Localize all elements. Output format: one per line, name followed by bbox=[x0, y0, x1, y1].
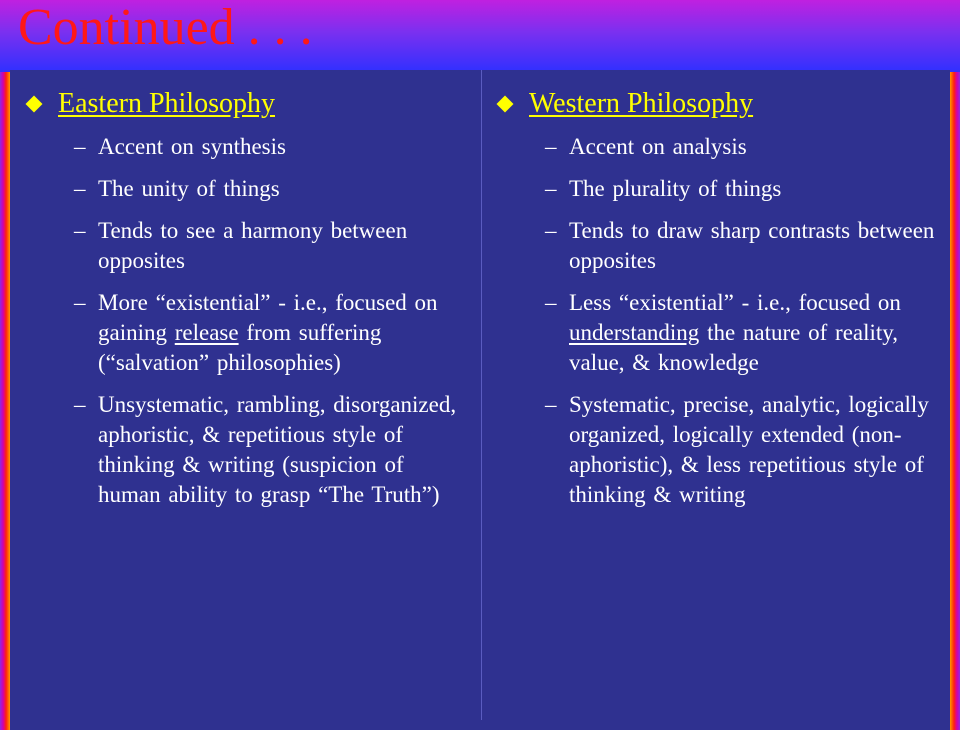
eastern-column bbox=[18, 84, 468, 522]
eastern-item-unity: – The unity of things bbox=[18, 174, 468, 204]
western-item-analysis: – Accent on analysis bbox=[489, 132, 939, 162]
dash-icon: – bbox=[545, 290, 557, 315]
eastern-item-existential: – More “existential” - i.e., focused on gaining release from suffering (“salvation” philosophies) bbox=[74, 290, 438, 375]
western-column bbox=[489, 84, 939, 522]
dash-icon: – bbox=[545, 218, 557, 243]
western-heading-text: Western Philosophy bbox=[529, 88, 754, 119]
dash-icon: – bbox=[545, 392, 557, 417]
western-item-existential: – Less “existential” - i.e., focused on understanding the nature of reality, value, & knowledge bbox=[545, 290, 901, 375]
eastern-item-harmony: – Tends to see a harmony between opposites bbox=[74, 218, 408, 273]
underlined-term: understanding bbox=[569, 320, 700, 345]
content-panel bbox=[10, 70, 950, 730]
western-item-style: – Systematic, precise, analytic, logically organized, logically extended (non-aphoristic), & less repetitious style of thinking & writing bbox=[545, 392, 929, 507]
diamond-bullet-icon bbox=[26, 96, 43, 113]
eastern-item-style: – Unsystematic, rambling, disorganized, aphoristic, & repetitious style of thinking & writing (suspicion of human ability to grasp “The Truth”) bbox=[74, 392, 457, 507]
column-divider bbox=[481, 70, 482, 720]
eastern-item-synthesis: – Accent on synthesis bbox=[18, 132, 468, 162]
dash-icon: – bbox=[74, 218, 86, 243]
eastern-heading-text: Eastern Philosophy bbox=[58, 88, 275, 119]
dash-icon: – bbox=[545, 134, 557, 159]
western-item-plurality: – The plurality of things bbox=[489, 174, 939, 204]
dash-icon: – bbox=[74, 392, 86, 417]
dash-icon: – bbox=[74, 290, 86, 315]
slide-title: Continued . . . bbox=[18, 0, 313, 56]
western-item-contrasts: – Tends to draw sharp contrasts between opposites bbox=[545, 218, 935, 273]
dash-icon: – bbox=[545, 176, 557, 201]
western-heading bbox=[489, 84, 939, 124]
eastern-heading bbox=[18, 84, 468, 124]
diamond-bullet-icon bbox=[497, 96, 514, 113]
dash-icon: – bbox=[74, 134, 86, 159]
underlined-term: release bbox=[174, 320, 239, 345]
dash-icon: – bbox=[74, 176, 86, 201]
